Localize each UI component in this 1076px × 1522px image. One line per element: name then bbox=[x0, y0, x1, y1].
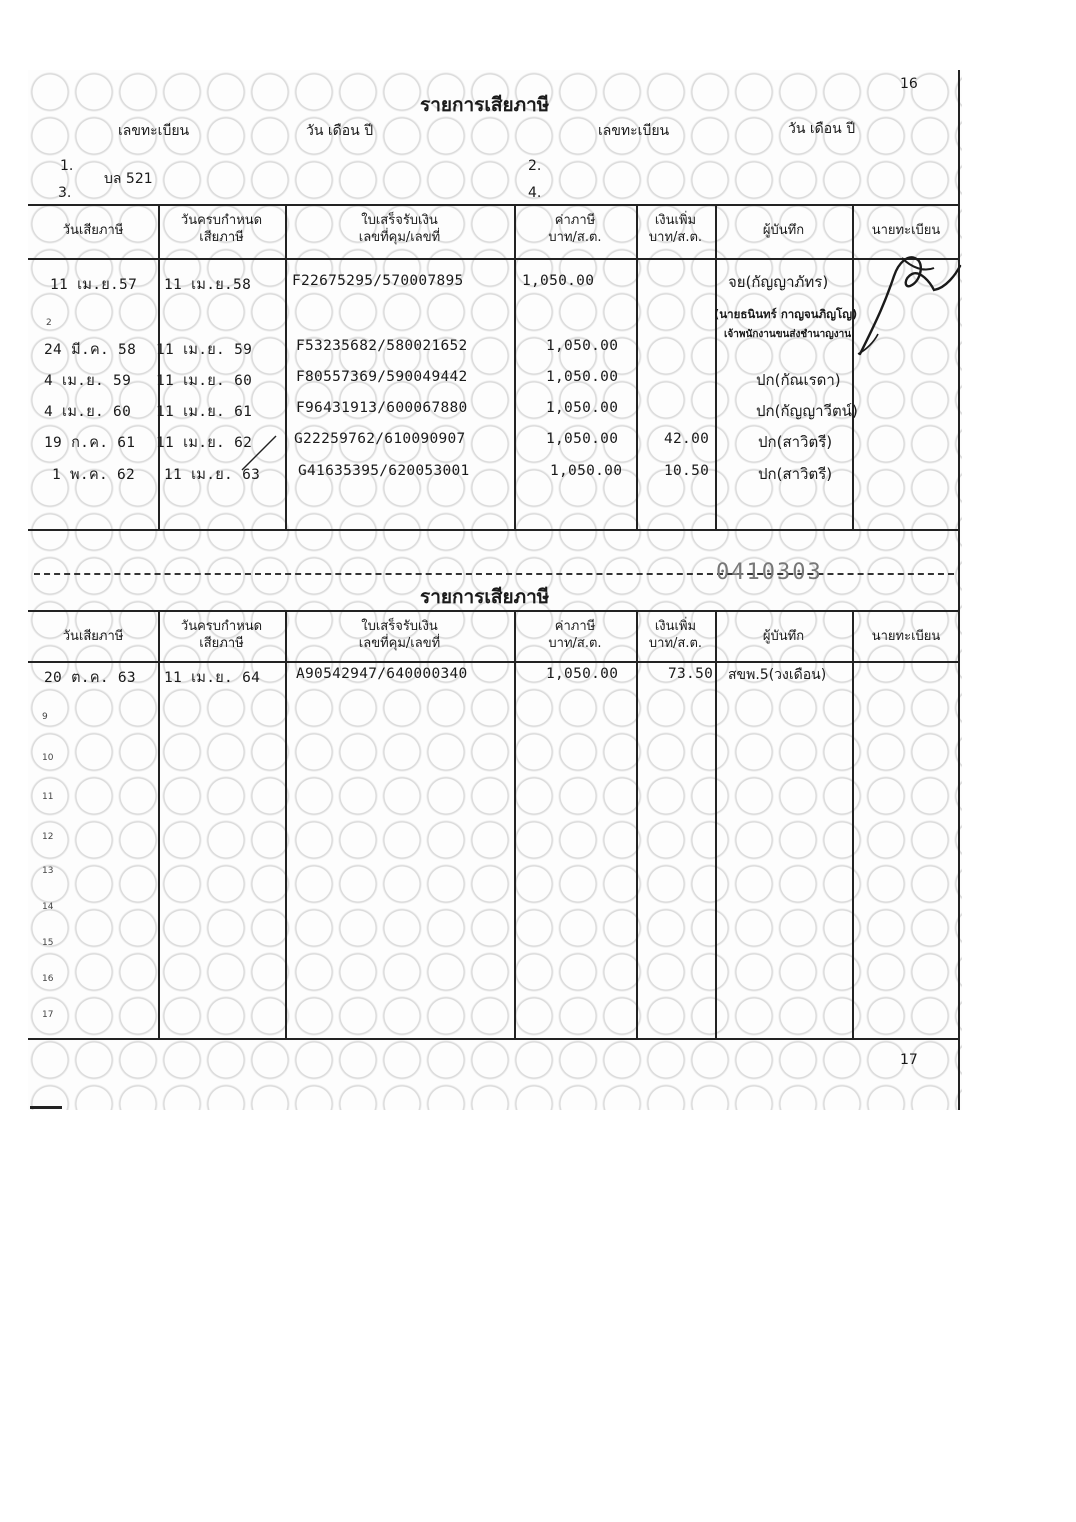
cell-due-date: 11 เม.ย. 61 bbox=[156, 404, 253, 420]
table1-col-rule bbox=[636, 204, 638, 530]
table1-bottom-rule bbox=[28, 529, 960, 531]
strike-mark bbox=[240, 432, 280, 472]
cell-receipt: F22675295/570007895 bbox=[292, 273, 464, 289]
cell-due-date: 11 เม.ย. 64 bbox=[164, 670, 261, 686]
row-number: 12 bbox=[42, 832, 54, 842]
cell-tax: 1,050.00 bbox=[546, 338, 619, 354]
row-number: 15 bbox=[42, 938, 54, 948]
t2-head-due-date: วันครบกำหนด เสียภาษี bbox=[180, 619, 263, 651]
cell-due-date: 11 เม.ย. 63 bbox=[164, 467, 261, 483]
date-label-left: วัน เดือน ปี bbox=[306, 123, 374, 139]
signature-mark bbox=[838, 238, 964, 358]
table2-bottom-rule bbox=[28, 1038, 960, 1040]
watermark-code: 0410303 bbox=[716, 560, 823, 585]
table1-header-rule bbox=[28, 258, 960, 260]
t1-head-recorder: ผู้บันทึก bbox=[762, 223, 805, 238]
reg-row-4-num: 4. bbox=[528, 185, 542, 201]
t1-head-tax: ค่าภาษี บาท/ส.ต. bbox=[548, 213, 602, 245]
table1-col-rule bbox=[514, 204, 516, 530]
cell-recorder: ปก(กัณเรดา) bbox=[756, 371, 841, 389]
row-number: 2 bbox=[46, 318, 52, 328]
table2-col-rule bbox=[514, 610, 516, 1039]
row-number: 9 bbox=[42, 712, 48, 722]
cell-recorder: ปก(สาวิตรี) bbox=[758, 433, 833, 451]
reg-row-1-num: 1. bbox=[60, 158, 74, 174]
t1-head-extra: เงินเพิ่ม บาท/ส.ต. bbox=[648, 213, 703, 245]
cell-extra: 42.00 bbox=[664, 431, 710, 447]
table2-col-rule bbox=[636, 610, 638, 1039]
cell-pay-date: 24 มี.ค. 58 bbox=[44, 342, 137, 358]
table2-col-rule bbox=[715, 610, 717, 1039]
row-number: 14 bbox=[42, 902, 54, 912]
cell-due-date: 11 เม.ย. 62 bbox=[156, 435, 253, 451]
section-title-bottom: รายการเสียภาษี bbox=[420, 586, 550, 608]
cell-receipt: F80557369/590049442 bbox=[296, 369, 468, 385]
t2-head-tax: ค่าภาษี บาท/ส.ต. bbox=[548, 619, 602, 651]
t2-head-receipt: ใบเสร็จรับเงิน เลขที่คุม/เลขที่ bbox=[358, 619, 441, 651]
official-stamp bbox=[714, 306, 857, 342]
table2-col-rule bbox=[158, 610, 160, 1039]
page-number-bottom: 17 bbox=[900, 1052, 918, 1068]
table1-col-rule bbox=[285, 204, 287, 530]
t1-head-due-date: วันครบกำหนด เสียภาษี bbox=[180, 213, 263, 245]
cell-recorder: สขพ.5(วงเดือน) bbox=[728, 667, 827, 683]
bottom-left-mark bbox=[30, 1106, 62, 1109]
reg-row-3-num: 3. bbox=[58, 185, 72, 201]
table2-col-rule bbox=[852, 610, 854, 1039]
cell-tax: 1,050.00 bbox=[550, 463, 623, 479]
t1-head-registrar: นายทะเบียน bbox=[871, 223, 941, 238]
section-title-top: รายการเสียภาษี bbox=[420, 94, 550, 116]
cell-due-date: 11 เม.ย.58 bbox=[164, 277, 252, 293]
cell-tax: 1,050.00 bbox=[522, 273, 595, 289]
reg-label-left: เลขทะเบียน bbox=[118, 123, 190, 139]
row-number: 13 bbox=[42, 866, 54, 876]
cell-receipt: A90542947/640000340 bbox=[296, 666, 468, 682]
table2-top-rule bbox=[28, 610, 960, 612]
cell-recorder: ปก(สาวิตรี) bbox=[758, 465, 833, 483]
t2-head-recorder: ผู้บันทึก bbox=[762, 629, 805, 644]
cell-pay-date: 11 เม.ย.57 bbox=[50, 277, 138, 293]
cell-pay-date: 1 พ.ค. 62 bbox=[52, 467, 136, 483]
cell-extra: 73.50 bbox=[668, 666, 714, 682]
cell-pay-date: 19 ก.ค. 61 bbox=[44, 435, 136, 451]
cell-receipt: G41635395/620053001 bbox=[298, 463, 470, 479]
tax-record-sheet bbox=[28, 70, 962, 1110]
reg-label-right: เลขทะเบียน bbox=[598, 123, 670, 139]
t2-head-extra: เงินเพิ่ม บาท/ส.ต. bbox=[648, 619, 703, 651]
cell-pay-date: 4 เม.ย. 59 bbox=[44, 373, 132, 389]
t2-head-registrar: นายทะเบียน bbox=[871, 629, 941, 644]
stamp-position: เจ้าพนักงานขนส่งชำนาญงาน bbox=[724, 329, 852, 340]
date-label-right: วัน เดือน ปี bbox=[788, 121, 856, 137]
row-number: 10 bbox=[42, 753, 54, 763]
cell-receipt: F53235682/580021652 bbox=[296, 338, 468, 354]
reg-row-2-num: 2. bbox=[528, 158, 542, 174]
t1-head-receipt: ใบเสร็จรับเงิน เลขที่คุม/เลขที่ bbox=[358, 213, 441, 245]
row-number: 16 bbox=[42, 974, 54, 984]
cell-recorder: จย(กัญญาภัทร) bbox=[728, 273, 829, 291]
t2-head-pay-date: วันเสียภาษี bbox=[62, 629, 124, 644]
cell-pay-date: 20 ต.ค. 63 bbox=[44, 670, 136, 686]
cell-receipt: F96431913/600067880 bbox=[296, 400, 468, 416]
table1-top-rule bbox=[28, 204, 960, 206]
reg-row-1-value: บล 521 bbox=[104, 171, 153, 187]
cell-tax: 1,050.00 bbox=[546, 431, 619, 447]
stamp-name: (นายธนินทร์ กาญจนภิญโญ) bbox=[714, 307, 858, 321]
cell-due-date: 11 เม.ย. 59 bbox=[156, 342, 253, 358]
cell-tax: 1,050.00 bbox=[546, 666, 619, 682]
cell-extra: 10.50 bbox=[664, 463, 710, 479]
page-number-top: 16 bbox=[900, 76, 918, 92]
table1-col-rule bbox=[715, 204, 717, 530]
row-number: 17 bbox=[42, 1010, 54, 1020]
table1-col-rule bbox=[158, 204, 160, 530]
cell-recorder: ปก(กัญญาวีตน์) bbox=[756, 402, 858, 420]
cell-receipt: G22259762/610090907 bbox=[294, 431, 466, 447]
table2-header-rule bbox=[28, 661, 960, 663]
table2-col-rule bbox=[285, 610, 287, 1039]
cell-tax: 1,050.00 bbox=[546, 369, 619, 385]
row-number: 11 bbox=[42, 792, 54, 802]
cell-pay-date: 4 เม.ย. 60 bbox=[44, 404, 132, 420]
cell-tax: 1,050.00 bbox=[546, 400, 619, 416]
cell-due-date: 11 เม.ย. 60 bbox=[156, 373, 253, 389]
t1-head-pay-date: วันเสียภาษี bbox=[62, 223, 124, 238]
